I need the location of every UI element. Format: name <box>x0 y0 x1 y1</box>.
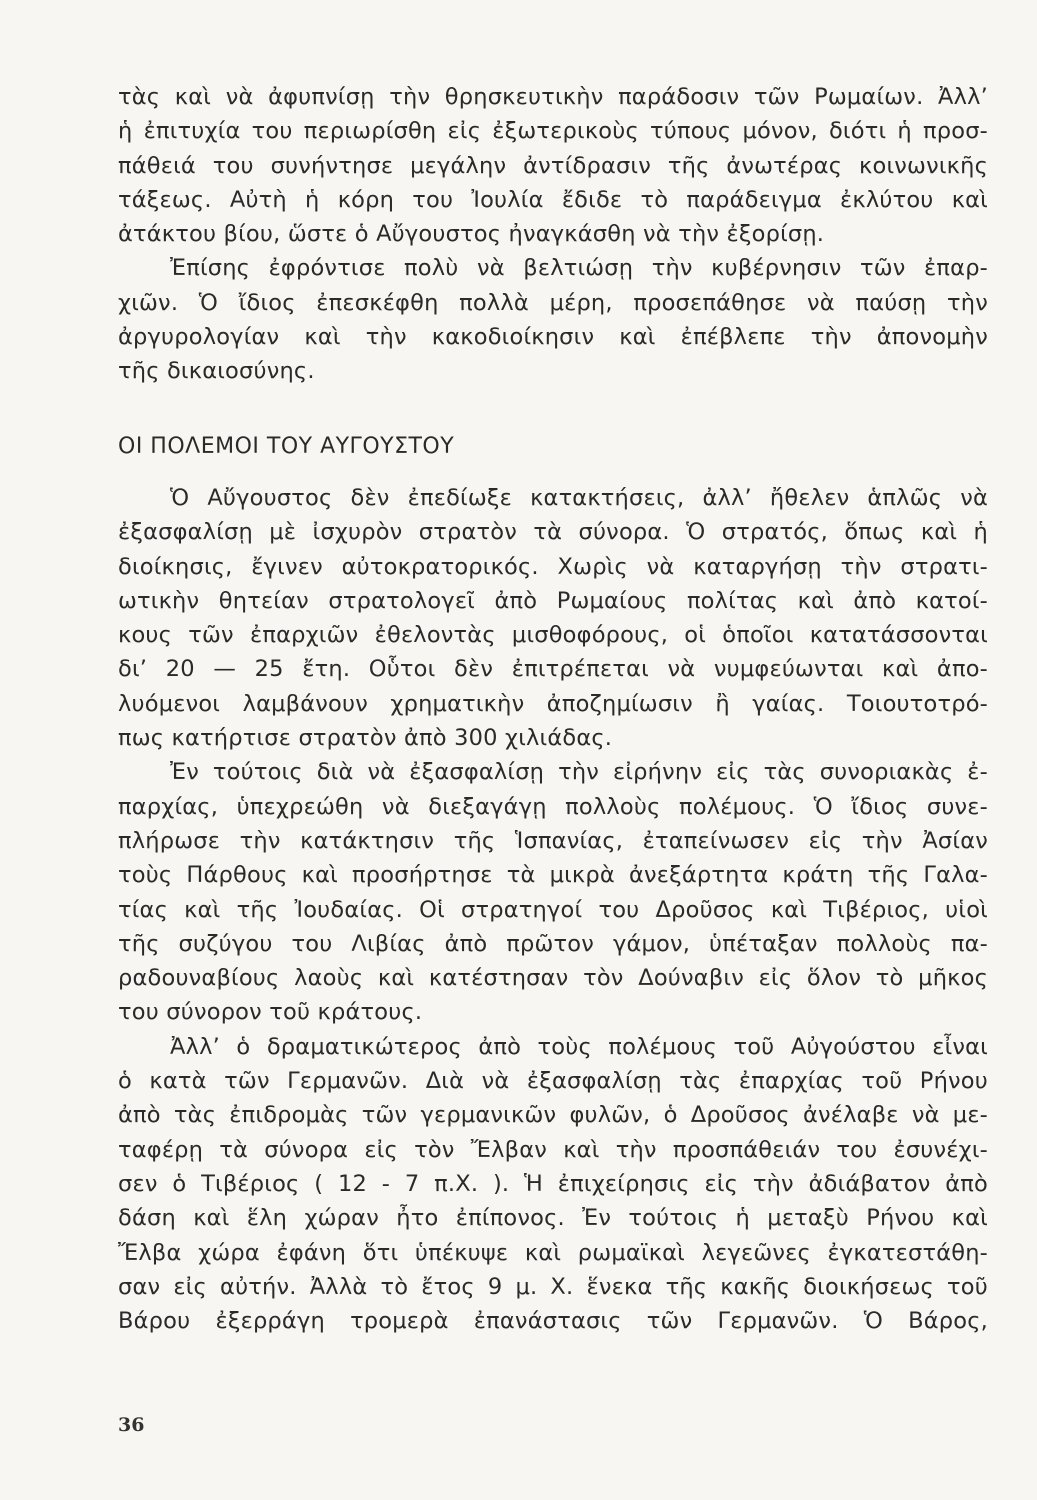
text-line: σεν ὁ Τιβέριος ( 12 - 7 π.Χ. ). Ἡ ἐπιχείρησις εἰς τὴν ἀδιάβατον ἀπὸ <box>118 1170 988 1197</box>
text-line: Ἀλλ’ ὁ δραματικώτερος ἀπὸ τοὺς πολέμους τοῦ Αὐγούστου εἶναι <box>170 1033 988 1060</box>
text-line: Βάρου ἐξερράγη τρομερὰ ἐπανάστασις τῶν Γερμανῶν. Ὁ Βάρος, <box>118 1308 988 1335</box>
text-line: τὰς καὶ νὰ ἀφυπνίσῃ τὴν θρησκευτικὴν παράδοσιν τῶν Ρωμαίων. Ἀλλ’ <box>118 84 988 110</box>
page-number: 36 <box>118 1414 145 1436</box>
text-line: πλήρωσε τὴν κατάκτησιν τῆς Ἱσπανίας, ἐταπείνωσεν εἰς τὴν Ἀσίαν <box>118 827 988 854</box>
text-line: ἐξασφαλίσῃ μὲ ἰσχυρὸν στρατὸν τὰ σύνορα. Ὁ στρατός, ὅπως καὶ ἡ <box>118 519 988 546</box>
text-line: ραδουναβίους λαοὺς καὶ κατέστησαν τὸν Δούναβιν εἰς ὅλον τὸ μῆκος <box>118 965 988 992</box>
text-line: ἀτάκτου βίου, ὥστε ὁ Αὔγουστος ἠναγκάσθη νὰ τὴν ἐξορίσῃ. <box>118 221 825 248</box>
text-line: Ἐν τούτοις διὰ νὰ ἐξασφαλίσῃ τὴν εἰρήνην εἰς τὰς συνοριακὰς ἐ- <box>170 759 988 786</box>
text-line: ὁ κατὰ τῶν Γερμανῶν. Διὰ νὰ ἐξασφαλίσῃ τὰς ἐπαρχίας τοῦ Ρήνου <box>118 1068 988 1095</box>
text-block-1 <box>118 80 988 389</box>
text-line: τάξεως. Αὐτὴ ἡ κόρη του Ἰουλία ἔδιδε τὸ παράδειγμα ἐκλύτου καὶ <box>118 186 988 213</box>
text-line: τίας καὶ τῆς Ἰουδαίας. Οἱ στρατηγοί του Δροῦσος καὶ Τιβέριος, υἱοὶ <box>118 896 988 923</box>
text-line: δι’ 20 — 25 ἔτη. Οὗτοι δὲν ἐπιτρέπεται νὰ νυμφεύωνται καὶ ἀπο- <box>118 656 988 683</box>
text-block-2 <box>118 481 988 1338</box>
text-line: ἡ ἐπιτυχία του περιωρίσθη εἰς ἐξωτερικοὺς τύπους μόνον, διότι ἡ προσ- <box>118 118 988 145</box>
text-line: Ἔλβα χώρα ἐφάνη ὅτι ὑπέκυψε καὶ ρωμαϊκαὶ λεγεῶνες ἐγκατεστάθη- <box>118 1239 988 1266</box>
text-line: χιῶν. Ὁ ἴδιος ἐπεσκέφθη πολλὰ μέρη, προσεπάθησε νὰ παύσῃ τὴν <box>118 289 988 316</box>
text-line: Ἐπίσης ἐφρόντισε πολὺ νὰ βελτιώσῃ τὴν κυβέρνησιν τῶν ἐπαρ- <box>170 255 988 282</box>
text-line: τοὺς Πάρθους καὶ προσήρτησε τὰ μικρὰ ἀνεξάρτητα κράτη τῆς Γαλα- <box>118 862 988 889</box>
text-line: παρχίας, ὑπεχρεώθη νὰ διεξαγάγῃ πολλοὺς πολέμους. Ὁ ἴδιος συνε- <box>118 793 988 820</box>
text-line: ταφέρῃ τὰ σύνορα εἰς τὸν Ἔλβαν καὶ τὴν προσπάθειάν του ἐσυνέχι- <box>118 1136 988 1163</box>
text-line: ωτικὴν θητείαν στρατολογεῖ ἀπὸ Ρωμαίους πολίτας καὶ ἀπὸ κατοί- <box>118 587 988 614</box>
text-line: πως κατήρτισε στρατὸν ἀπὸ 300 χιλιάδας. <box>118 725 613 752</box>
text-line: δάση καὶ ἕλη χώραν ἦτο ἐπίπονος. Ἐν τούτοις ἡ μεταξὺ Ρήνου καὶ <box>118 1205 988 1232</box>
text-line: ἀπὸ τὰς ἐπιδρομὰς τῶν γερμανικῶν φυλῶν, ὁ Δροῦσος ἀνέλαβε νὰ με- <box>118 1102 988 1129</box>
text-line: του σύνορον τοῦ κράτους. <box>118 999 423 1026</box>
text-line: λυόμενοι λαμβάνουν χρηματικὴν ἀποζημίωσιν ἢ γαίας. Τοιουτοτρό- <box>118 690 988 717</box>
text-line: διοίκησις, ἔγινεν αὐτοκρατορικός. Χωρὶς νὰ καταργήσῃ τὴν στρατι- <box>118 553 988 580</box>
text-line: ἀργυρολογίαν καὶ τὴν κακοδιοίκησιν καὶ ἐπέβλεπε τὴν ἀπονομὴν <box>118 324 988 351</box>
text-line: σαν εἰς αὐτήν. Ἀλλὰ τὸ ἔτος 9 μ. Χ. ἕνεκα τῆς κακῆς διοικήσεως τοῦ <box>118 1273 988 1300</box>
text-line: τῆς δικαιοσύνης. <box>118 358 315 385</box>
text-line: κους τῶν ἐπαρχιῶν ἐθελοντὰς μισθοφόρους, οἱ ὁποῖοι κατατάσσονται <box>118 622 988 649</box>
section-heading: ΟΙ ΠΟΛΕΜΟΙ ΤΟΥ ΑΥΓΟΥΣΤΟΥ <box>118 434 455 459</box>
text-line: Ὁ Αὔγουστος δὲν ἐπεδίωξε κατακτήσεις, ἀλλ’ ἤθελεν ἁπλῶς νὰ <box>170 485 988 511</box>
text-line: πάθειά του συνήντησε μεγάλην ἀντίδρασιν τῆς ἀνωτέρας κοινωνικῆς <box>118 152 988 179</box>
text-line: τῆς συζύγου του Λιβίας ἀπὸ πρῶτον γάμον, ὑπέταξαν πολλοὺς πα- <box>118 930 988 957</box>
